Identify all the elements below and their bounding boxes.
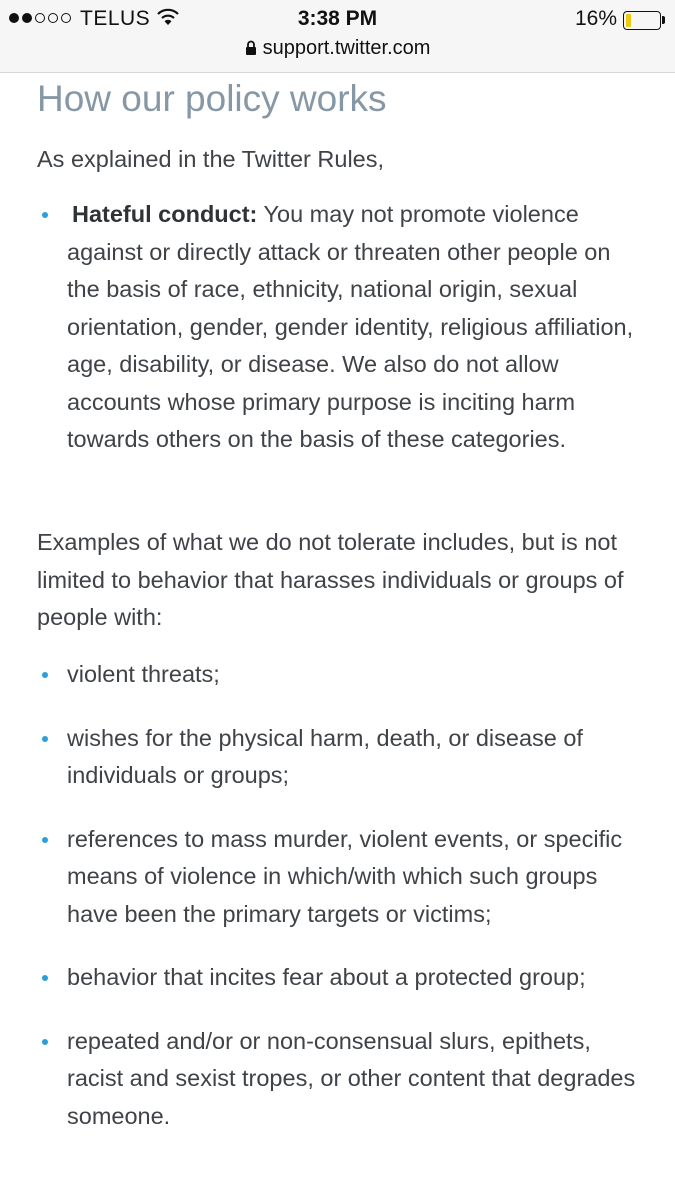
bullet-icon (42, 837, 48, 843)
battery-level (626, 14, 631, 27)
rule-term: Hateful conduct: (72, 201, 258, 227)
lock-icon (245, 39, 257, 62)
bullet-icon (42, 1039, 48, 1045)
list-item (37, 821, 647, 934)
list-item (37, 656, 647, 694)
status-row (0, 4, 675, 34)
example-text: violent threats; (67, 661, 220, 687)
rules-list (37, 196, 647, 459)
clock: 3:38 PM (297, 7, 378, 30)
examples-intro: Examples of what we do not tolerate includes, but is not limited to behavior that harasses individuals or groups of people with: (37, 529, 624, 630)
bullet-icon (42, 975, 48, 981)
example-text: references to mass murder, violent events, or specific means of violence in which/with which such groups have been the primary targets or victims; (67, 825, 623, 927)
carrier-name: TELUS (80, 7, 151, 30)
bullet-icon (42, 736, 48, 742)
intro-paragraph: As explained in the Twitter Rules, (37, 146, 385, 172)
rule-text: You may not promote violence against or directly attack or threaten other people on the basis of race, ethnicity, national origin, sexual orientation, gender, gender identity, religious affiliation, age, disability, or disease. We also do not allow accounts whose primary purpose is inciting harm towards others on the basis of these categories. (67, 201, 634, 452)
list-item (37, 959, 675, 997)
url-text: support.twitter.com (262, 37, 431, 59)
list-item (37, 720, 647, 795)
section-title: How our policy works (37, 78, 387, 119)
address-bar[interactable] (0, 37, 675, 62)
battery-icon (623, 11, 661, 30)
battery-percentage: 16% (574, 7, 617, 30)
example-text: repeated and/or or non-consensual slurs, epithets, racist and sexist tropes, or other content that degrades someone. (67, 1027, 636, 1129)
bullet-icon (42, 672, 48, 678)
examples-list (37, 656, 647, 1135)
example-text: behavior that incites fear about a protected group; (67, 964, 586, 990)
list-item (37, 1023, 647, 1136)
battery-tip (662, 16, 665, 24)
browser-status-bar (0, 0, 675, 73)
bullet-icon (42, 212, 48, 218)
example-text: wishes for the physical harm, death, or disease of individuals or groups; (67, 724, 583, 788)
rule-item-hateful-conduct (37, 196, 647, 459)
